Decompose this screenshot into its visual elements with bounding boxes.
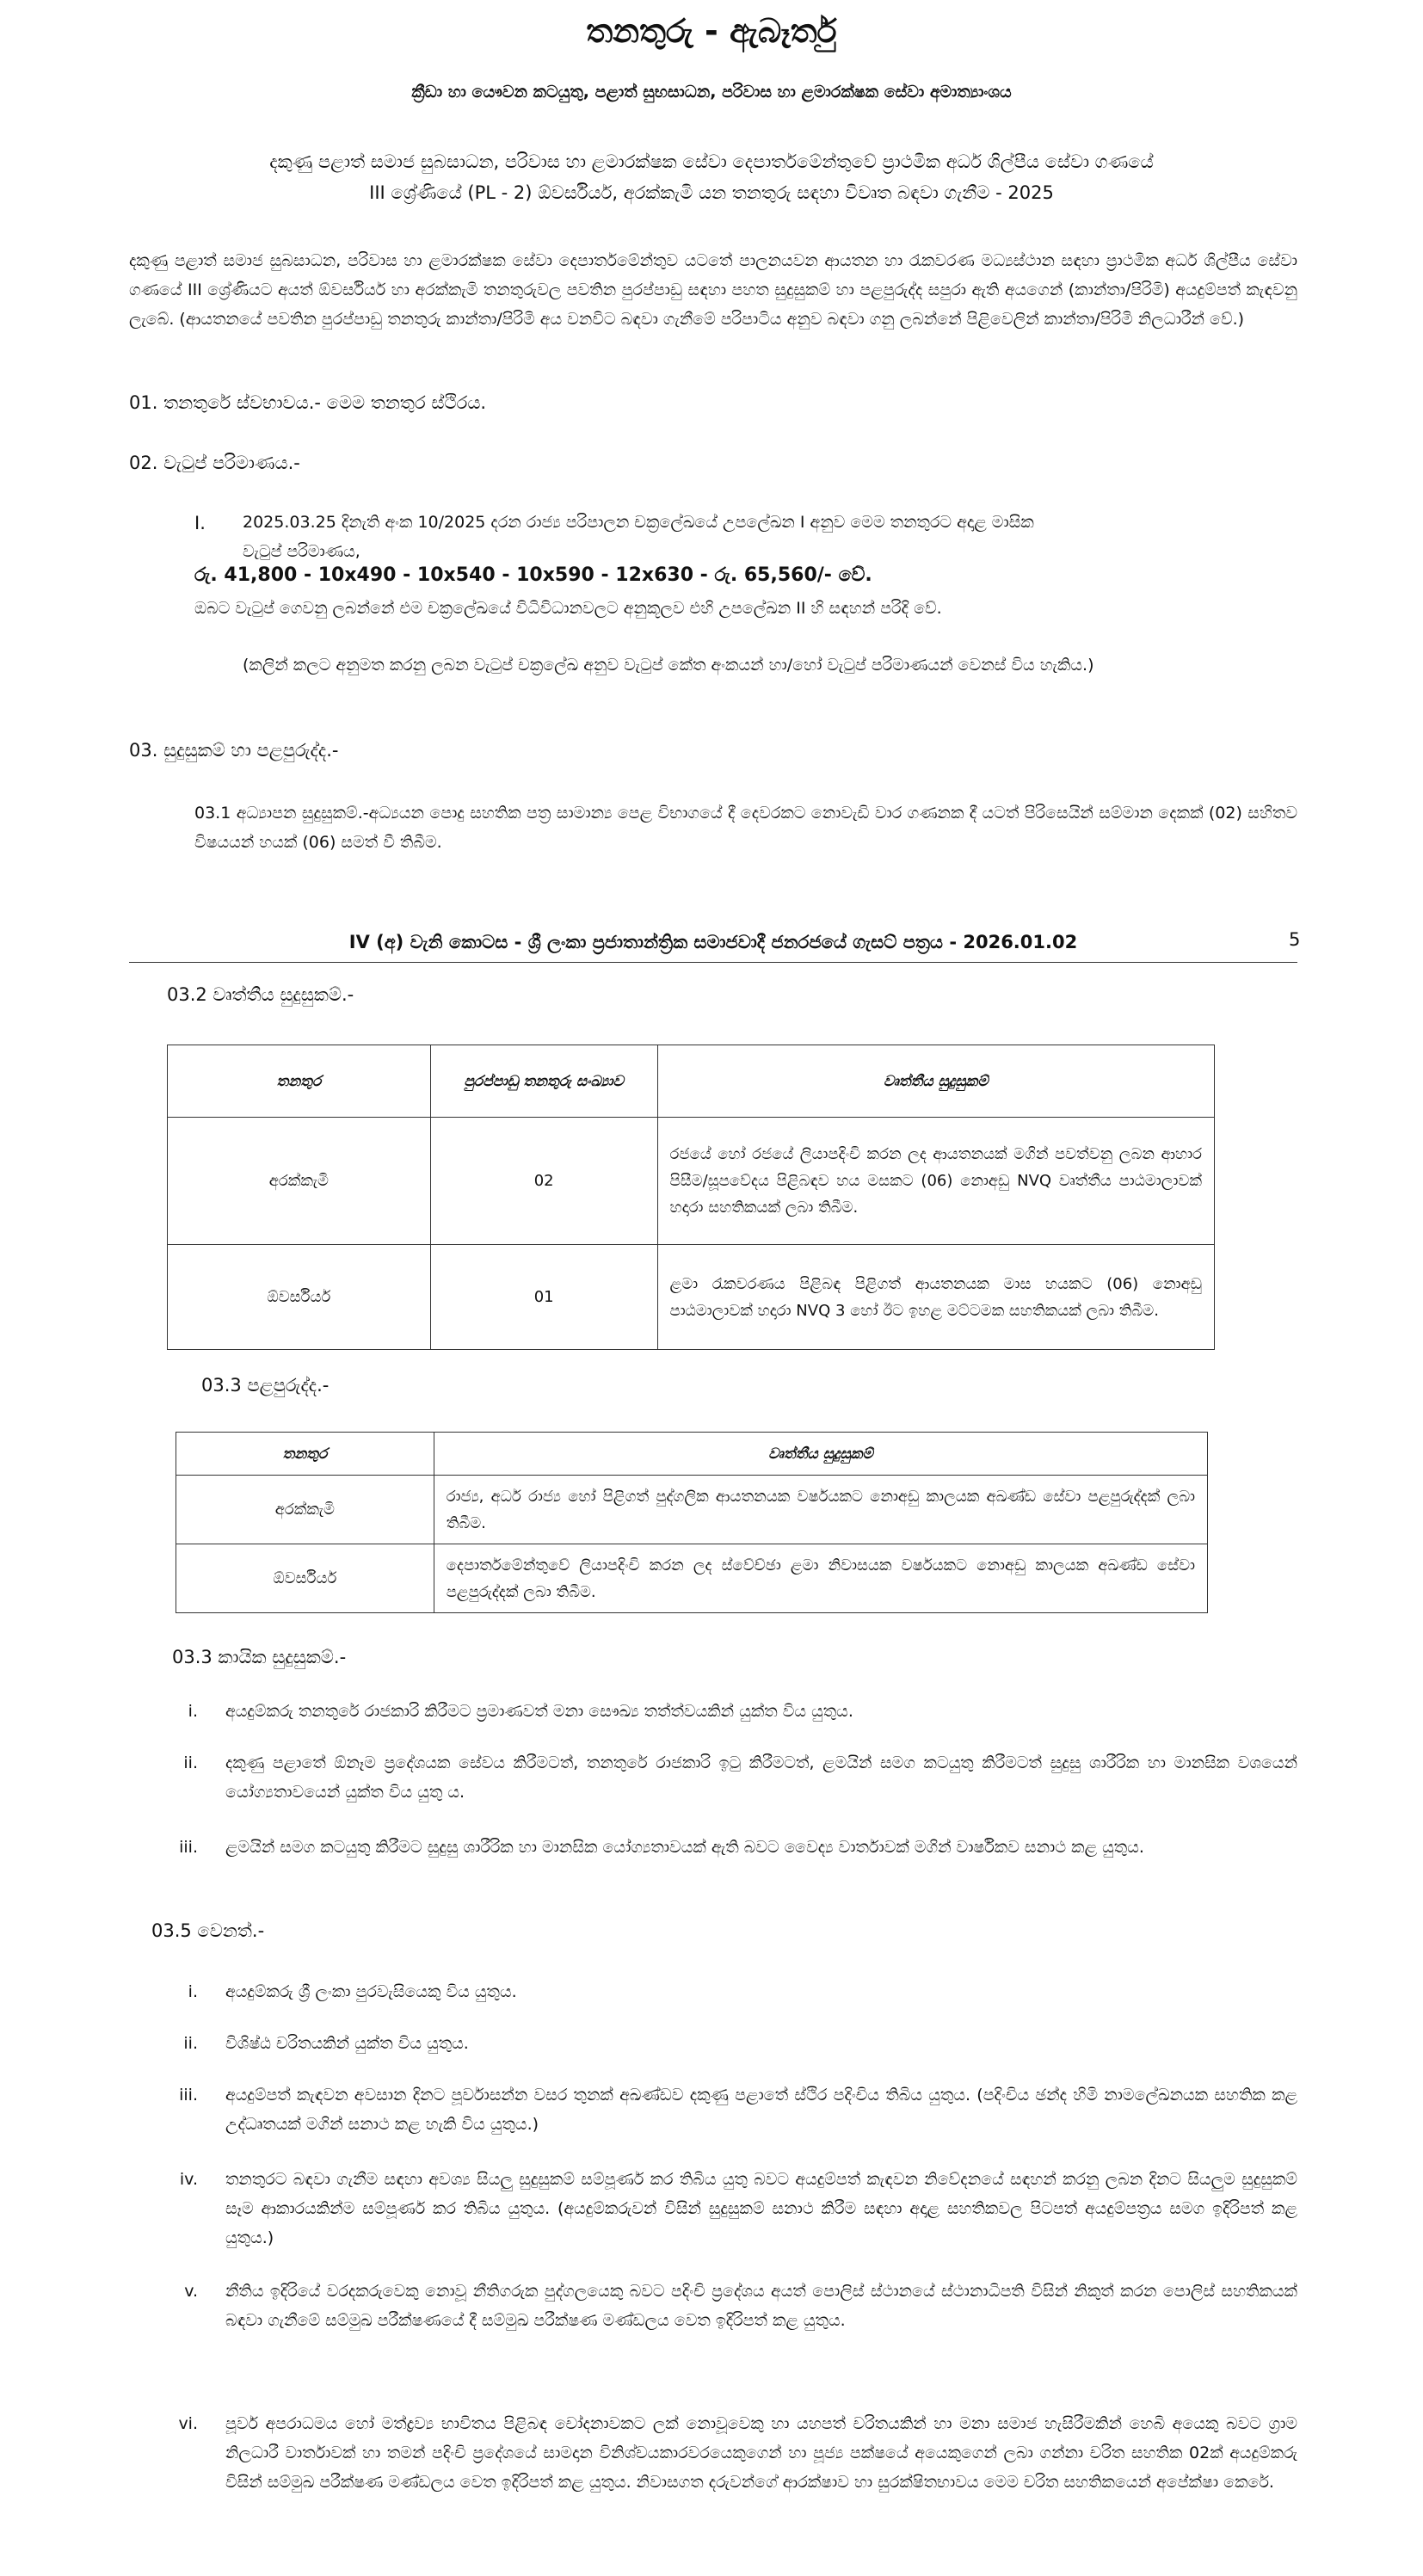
list-item-number: iii. — [179, 2086, 198, 2105]
table-row — [176, 1476, 1208, 1544]
list-item-number: iv. — [179, 2170, 198, 2189]
column-header-experience: වෘත්තීය සුදුසුකම් — [434, 1433, 1207, 1476]
gazette-page-header: IV (අ) වැනි කොටස - ශ්‍රී ලංකා ප්‍රජාතාන්ත්‍රික සමාජවාදී ජනරජයේ ගැසට් පත්‍රය - 2026.01.02 — [348, 932, 1078, 952]
column-header-post: තනතුර — [168, 1045, 431, 1118]
salary-scale: රු. 41,800 - 10x490 - 10x540 - 10x590 - 12x630 - රු. 65,560/- වේ. — [194, 564, 872, 586]
vocational-qualifications-table — [167, 1045, 1215, 1350]
list-item-text: ළමයින් සමග කටයුතු කිරීමට සුදුසු ශාරීරික හා මානසික යෝග්‍යතාවයක් ඇති බවට වෛද්‍ය වාර්තාවක් මගින් වාර්ෂිකව සනාථ කළ යුතුය. — [225, 1838, 1144, 1857]
list-item-number: i. — [188, 1702, 198, 1721]
page-number: 5 — [1289, 929, 1301, 950]
notice-subheading — [103, 146, 1320, 208]
salary-line-2: වැටුප් පරිමාණය, — [243, 542, 360, 561]
post-cell: ඕවර්සියර් — [168, 1245, 431, 1350]
qualification-cell: ළමා රැකවරණය පිළිබඳ පිළිගත් ආයතනයක මාස හයකට (06) නොඅඩු පාඨමාලාවක් හදාරා NVQ 3 හෝ ඊට ඉහළ මට්ටමක සහතිකයක් ලබා තිබීම. — [657, 1245, 1214, 1350]
list-item-text: අයදුම්කරු ශ්‍රී ලංකා පුරවැසියෙකු විය යුතුය. — [225, 1982, 517, 2001]
list-item-number: ii. — [183, 2034, 198, 2053]
experience-cell: රාජ්‍ය, අර්ධ රාජ්‍ය හෝ පිළිගත් පුද්ගලික ආයතනයක වර්ෂයකට නොඅඩු කාලයක අඛණ්ඩ සේවා පළපුරුද්දක් ලබා තිබීම. — [434, 1476, 1207, 1544]
intro-paragraph: දකුණු පළාත් සමාජ සුබසාධන, පරිවාස හා ළමාරක්ෂක සේවා දෙපාර්තමේන්තුව යටතේ පාලනයවන ආයතන හා රැකවරණ මධ්‍යස්ථාන සඳහා ප්‍රාථමික අර්ධ ශිල්පීය සේවා ගණයේ III ශ්‍රේණියට අයත් ඕවර්සියර් හා අරක්කැමි තනතුරුවල පවතින පුරප්පාඩු සඳහා පහත සුදුසුකම් හා පළපුරුද්ද සපුරා ඇති අයගෙන් (කාන්තා/පිරිමි) අයදුම්පත් කැඳවනු ලැබේ. (ආයතනයේ පවතින පුරප්පාඩු තනතුරු කාන්තා/පිරිමි අය වනවිට බඳවා ගැනීමේ පරිපාටිය අනුව බඳවා ගනු ලබන්නේ පිළිවෙලින් කාන්තා/පිරිමි නිලධාරීන් වේ.) — [129, 251, 1297, 329]
list-item-text: අයදුම්කරු තනතුරේ රාජකාරි කිරීමට ප්‍රමාණවත් මනා සෞඛ්‍ය තත්ත්වයකින් යුක්ත විය යුතුය. — [225, 1702, 853, 1721]
salary-change-note: (කලින් කලට අනුමත කරනු ලබන වැටුප් චක්‍රලේඛ අනුව වැටුප් කේත අංකයන් හා/හෝ වැටුප් පරිමාණයන් වෙනස් විය හැකිය.) — [243, 656, 1094, 675]
list-item-number: vi. — [178, 2414, 198, 2433]
experience-cell: දෙපාර්තමේන්තුවේ ලියාපදිංචි කරන ලද ස්වේච්ඡා ළමා නිවාසයක වර්ෂයකට නොඅඩු කාලයක අඛණ්ඩ සේවා පළපුරුද්දක් ලබා තිබීම. — [434, 1544, 1207, 1613]
list-item-text: දකුණු පළාතේ ඕනෑම ප්‍රදේශයක සේවය කිරීමටත්, තනතුරේ රාජකාරි ඉටු කිරීමටත්, ළමයින් සමග කටයුතු කිරීමටත් සුදුසු ශාරීරික හා මානසික වශයෙන් යෝග්‍යතාවයෙන් යුක්ත විය යුතු ය. — [225, 1753, 1297, 1802]
subheading-line-1: දකුණු පළාත් සමාජ සුබසාධන, පරිවාස හා ළමාරක්ෂක සේවා දෙපාර්තමේන්තුවේ ප්‍රාථමික අර්ධ ශිල්පීය සේවා ගණයේ — [269, 151, 1154, 172]
salary-line-1: 2025.03.25 දිනැති අංක 10/2025 දරන රාජ්‍ය පරිපාලන චක්‍රලේඛයේ උපලේඛන I අනුව මෙම තනතුරට අදාළ මාසික — [243, 513, 1034, 532]
section-01-nature: 01. තනතුරේ ස්වභාවය.- මෙම තනතුර ස්ථිරය. — [129, 392, 487, 413]
vacancy-count-cell: 01 — [430, 1245, 657, 1350]
salary-payment-note: ඔබට වැටුප් ගෙවනු ලබන්නේ එම චක්‍රලේඛයේ විධිවිධානවලට අනුකූලව එහි උපලේඛන II හි සඳහන් පරිදි වේ. — [194, 599, 942, 618]
post-cell: ඕවර්සියර් — [176, 1544, 434, 1613]
section-033-heading: 03.3 පළපුරුද්ද.- — [201, 1375, 330, 1396]
list-item-number: i. — [188, 1982, 198, 2001]
salary-description — [243, 508, 1297, 566]
list-item-number: iii. — [179, 1838, 198, 1857]
section-02-item-number: I. — [194, 513, 206, 533]
post-cell: අරක්කැමි — [176, 1476, 434, 1544]
section-035-heading: 03.5 වෙනත්.- — [151, 1920, 265, 1941]
ministry-name: ක්‍රීඩා හා යෞවන කටයුතු, පළාත් සුභසාධන, පරිවාස හා ළමාරක්ෂක සේවා අමාත්‍යාංශය — [411, 83, 1012, 102]
list-item-text: අයදුම්පත් කැඳවන අවසාන දිනට පූර්වාසන්න වසර තුනක් අඛණ්ඩව දකුණු පළාතේ ස්ථිර පදිංචිය තිබිය යුතුය. (පදිංචිය ඡන්ද හිමි නාමලේඛනයක සහතික කළ උද්ධෘතයක් මගින් සනාථ කළ හැකි විය යුතුය.) — [225, 2086, 1297, 2134]
table-row — [168, 1245, 1215, 1350]
list-item-number: v. — [184, 2282, 198, 2301]
experience-table — [176, 1432, 1208, 1613]
page-title: තනතුරු - ඇබෑර්තු — [586, 12, 837, 50]
table-header-row — [176, 1433, 1208, 1476]
list-item-text: තනතුරට බඳවා ගැනීම සඳහා අවශ්‍ය සියලු සුදුසුකම් සම්පූර්ණ කර තිබිය යුතු බවට අයදුම්පත් කැඳවන නිවේදනයේ සඳහන් කරනු ලබන දිනට සියලුම සුදුසුකම් සෑම ආකාරයකින්ම සම්පූර්ණ කර තිබිය යුතුය. (අයදුම්කරුවන් විසින් සුදුසුකම් සනාථ කිරීම සඳහා අදාළ සහතිකවල පිටපත් අයදුම්පත්‍රය සමග ඉදිරිපත් කළ යුතුය.) — [225, 2170, 1297, 2247]
list-item-text: පූර්ව අපරාධමය හෝ මත්ද්‍රව්‍ය භාවිතය පිළිබඳ චෝදනාවකට ලක් නොවූවෙකු හා යහපත් චරිතයකින් හා මනා සමාජ හැසිරීමකින් හෙබි අයෙකු බවට ග්‍රාම නිලධාරී වාර්තාවක් හා තමන් පදිංචි ප්‍රදේශයේ සාමදාන විනිශ්චයකාරවරයෙකුගෙන් හා පූජ්‍ය පක්ෂයේ අයෙකුගෙන් ලබා ගන්නා චරිත සහතික 02ක් අයදුම්කරු විසින් සම්මුඛ පරීක්ෂණ මණ්ඩලය වෙත ඉදිරිපත් කළ යුතුය. නිවාසගත දරුවන්ගේ ආරක්ෂාව හා සුරක්ෂිතභාවය මෙම චරිත සහතිකයෙන් අපේක්ෂා කෙරේ. — [225, 2414, 1297, 2492]
list-item-text: විශිෂ්ඨ චරිතයකින් යුක්ත විය යුතුය. — [225, 2034, 469, 2053]
section-034-heading: 03.3 කායික සුදුසුකම්.- — [172, 1647, 347, 1667]
column-header-qualification: වෘත්තීය සුදුසුකම් — [657, 1045, 1214, 1118]
section-03-heading: 03. සුදුසුකම් හා පළපුරුද්ද.- — [129, 740, 339, 761]
subheading-line-2: III ශ්‍රේණියේ (PL - 2) ඕවර්සියර්, අරක්කැමි යන තනතුරු සඳහා විවෘත බඳවා ගැනීම - 2025 — [369, 182, 1054, 203]
list-item-text: නීතිය ඉදිරියේ වරදකරුවෙකු නොවූ නීතිගරුක පුද්ගලයෙකු බවට පදිංචි ප්‍රදේශය අයත් පොලිස් ස්ථානයේ ස්ථානාධිපති විසින් නිකුත් කරන පොලිස් සහතිකයක් බඳවා ගැනීමේ සම්මුඛ පරීක්ෂණයේ දී සම්මුඛ පරීක්ෂණ මණ්ඩලය වෙත ඉදිරිපත් කළ යුතුය. — [225, 2282, 1297, 2330]
post-cell: අරක්කැමි — [168, 1118, 431, 1245]
table-header-row — [168, 1045, 1215, 1118]
qualification-cell: රජයේ හෝ රජයේ ලියාපදිංචි කරන ලද ආයතනයක් මගින් පවත්වනු ලබන ආහාර පිසීම/සූපවේදය පිළිබඳව හය මසකට (06) නොඅඩු NVQ වෘත්තීය පාඨමාලාවක් හදාරා සහතිකයක් ලබා තිබීම. — [657, 1118, 1214, 1245]
column-header-vacancies: පුරප්පාඩු තනතුරු සංඛ්‍යාව — [430, 1045, 657, 1118]
column-header-post: තනතුර — [176, 1433, 434, 1476]
table-row — [168, 1118, 1215, 1245]
section-02-heading: 02. වැටුප් පරිමාණය.- — [129, 453, 300, 473]
vacancy-count-cell: 02 — [430, 1118, 657, 1245]
table-row — [176, 1544, 1208, 1613]
education-qualifications: 03.1 අධ්‍යාපන සුදුසුකම්.-අධ්‍යයන පොදු සහතික පත්‍ර සාමාන්‍ය පෙළ විභාගයේ දී දෙවරකට නොවැඩි වාර ගණනක දී යටත් පිරිසෙයින් සම්මාන දෙකක් (02) සහිතව විෂයයන් හයක් (06) සමත් වී තිබීම. — [194, 804, 1297, 852]
section-032-heading: 03.2 වෘත්තීය සුදුසුකම්.- — [167, 984, 354, 1005]
header-divider — [129, 962, 1297, 963]
list-item-number: ii. — [183, 1753, 198, 1772]
